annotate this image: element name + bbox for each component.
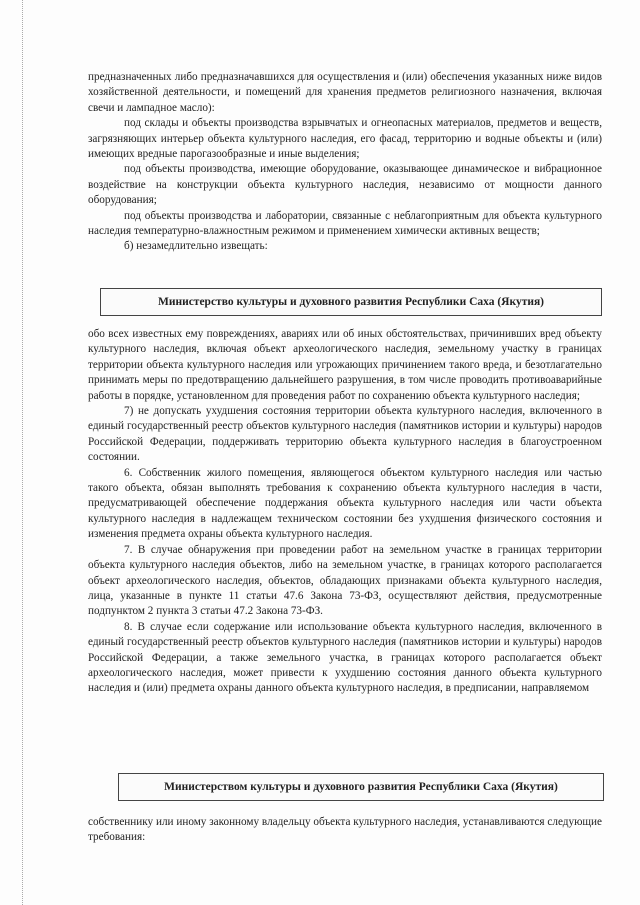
paragraph: обо всех известных ему повреждениях, авариях или об иных обстоятельствах, причинивших вред объекту культурного наследия, включая объект археологического наследия, земельному участку в границах территории объекта культурного наследия или угрожающих причинением такого вреда, и безотлагательно принимать меры по предотвращению дальнейшего разрушения, в том числе проводить противоаварийные работы в порядке, установленном для проведения работ по сохранению объекта культурного наследия; (88, 328, 602, 402)
stamp-text: Министерством культуры и духовного развития Республики Саха (Якутия) (164, 781, 558, 793)
text-block-bottom (88, 815, 602, 846)
paragraph: 7. В случае обнаружения при проведении работ на земельном участке в границах территории объекта культурного наследия объектов, либо на земельном участке, в границах которого располагается объект археологического наследия, объектов, обладающих признаками объекта культурного наследия, лица, указанные в пункте 11 статьи 47.6 Закона 73-ФЗ, осуществляют действия, предусмотренные подпунктом 2 пункта 3 статьи 47.2 Закона 73-ФЗ. (88, 543, 602, 618)
ministry-stamp-2 (118, 773, 604, 801)
ministry-stamp (100, 288, 602, 316)
paragraph: б) незамедлительно извещать: (124, 240, 268, 253)
paragraph: собственнику или иному законному владельцу объекта культурного наследия, устанавливаются следующие требования: (88, 816, 602, 844)
paragraph: под объекты производства, имеющие оборудование, оказывающее динамическое и вибрационное воздействие на конструкции объекта культурного наследия, независимо от мощности данного оборудования; (88, 163, 602, 207)
paragraph: 8. В случае если содержание или использование объекта культурного наследия, включенного в единый государственный реестр объектов культурного наследия (памятников истории и культуры) народов Российской Федерации, а также земельного участка, в границах которого располагается объект археологического наследия, может привести к ухудшению состояния данного объекта культурного наследия и (или) предмета охраны данного объекта культурного наследия, в предписании, направляемом (88, 620, 602, 695)
left-margin-line (22, 0, 24, 905)
text-block-top (88, 70, 602, 255)
paragraph: 6. Собственник жилого помещения, являющегося объектом культурного наследия или частью такого объекта, обязан выполнять требования к сохранению объекта культурного наследия в части, предусматривающей обеспечение поддержания объекта культурного наследия или части объекта культурного наследия в надлежащем техническом состоянии без ухудшения физического состояния и изменения предмета охраны объекта культурного наследия. (88, 466, 602, 541)
paragraph: под склады и объекты производства взрывчатых и огнеопасных материалов, предметов и веществ, загрязняющих интерьер объекта культурного наследия, его фасад, территорию и водные объекты и (или) имеющих вредные парогазообразные и иные выделения; (88, 117, 602, 161)
paragraph: 7) не допускать ухудшения состояния территории объекта культурного наследия, включенного в единый государственный реестр объектов культурного наследия (памятников истории и культуры) народов Российской Федерации, поддерживать территорию объекта культурного наследия в благоустроенном состоянии. (88, 405, 602, 464)
stamp-text: Министерство культуры и духовного развития Республики Саха (Якутия) (157, 296, 545, 308)
paragraph: предназначенных либо предназначавшихся для осуществления и (или) обеспечения указанных ниже видов хозяйственной деятельности, и помещений для хранения предметов религиозного назначения, включая свечи и лампадное масло): (88, 71, 602, 114)
text-block-middle (88, 327, 602, 697)
paragraph: под объекты производства и лаборатории, связанные с неблагоприятным для объекта культурного наследия температурно-влажностным режимом и применением химически активных веществ; (88, 209, 602, 238)
